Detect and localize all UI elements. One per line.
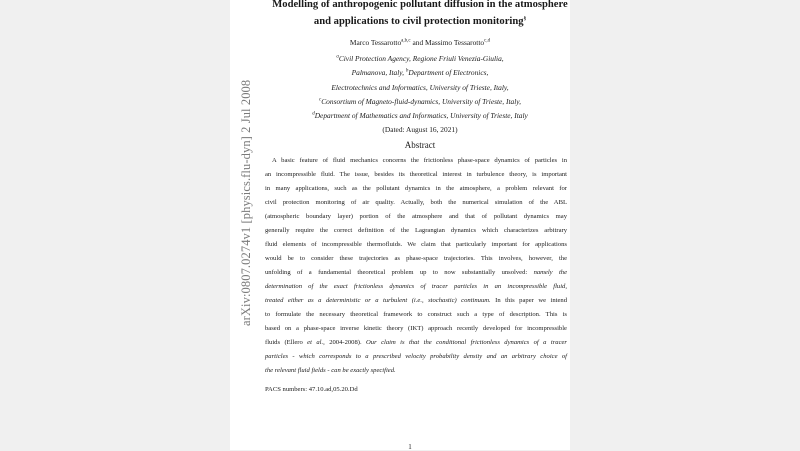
author-2-affil: c,d [484,38,491,44]
abstract-line-5: (atmospheric boundary layer) portion of the atmosphere and that of pollutant dynamics may [265,213,567,220]
abstract-line-14-a: fluids (Ellero [265,339,308,346]
affil-a-mark: a [336,54,339,60]
title-line-2-text: and applications to civil protection monitoring [313,16,524,27]
abstract-line-9 [265,269,567,276]
pacs-numbers: PACS numbers: 47.10.ad,05.20.Dd [265,386,358,393]
author-1-affil: a,b,c [401,38,411,44]
affil-c-mark: c [319,97,322,103]
abstract-line-7: fluid elements of incompressible thermofluids. We claim that particularly important for applications [265,241,567,248]
author-2: Massimo Tessarotto [425,38,485,47]
abstract-line-11-roman: In this paper we intend [490,297,567,304]
abstract-line-14-italic: Our claim is that the conditional frictionless dynamics of a tracer [366,339,567,346]
affiliation-line-5 [255,111,585,120]
abstract-line-8: would be to consider these trajectories as phase-space trajectories. This involves, however, the [265,255,567,262]
abstract-line-13: based on a phase-space inverse kinetic theory (IKT) approach recently developed for incompressible [265,325,567,332]
author-1: Marco Tessarotto [349,38,402,47]
abstract-line-9-italic: namely the [533,269,567,276]
abstract-line-15: particles - which corresponds to a prescribed velocity probability density and an arbitrary choice of [265,353,567,360]
abstract-line-16: the relevant fluid fields - can be exactly specified. [265,367,396,374]
affil-b-text: Department of Electronics, [408,68,489,77]
affiliation-line-3: Electrotechnics and Informatics, University of Trieste, Italy, [331,83,509,92]
affiliation-line-4 [255,97,585,106]
abstract-line-3: in many applications, such as the pollutant dynamics in the atmosphere, a problem relevant for [265,185,567,192]
abstract-line-14-c: , 2004-2008). [323,339,367,346]
arxiv-identifier: arXiv:0807.0274v1 [physics.flu-dyn] 2 Jul 2008 [239,79,253,326]
abstract-line-9-roman: unfolding of a fundamental theoretical problem up to now substantially unsolved: [265,269,534,276]
paper-title-line-1: Modelling of anthropogenic pollutant diffusion in the atmosphere [272,0,568,10]
abstract-line-12: to formulate the necessary theoretical framework to construct such a type of description. This is [265,311,567,318]
author-and: and [412,38,424,47]
affil-d-text: Department of Mathematics and Informatics, University of Trieste, Italy [314,111,528,120]
dated-line: (Dated: August 16, 2021) [382,125,458,134]
abstract-line-6: generally require the correct definition of the Lagrangian dynamics which characterizes arbitrary [265,227,567,234]
abstract-line-11 [265,297,567,304]
affiliation-line-2 [255,68,585,77]
affiliation-line-1 [255,54,585,63]
affil-c-text: Consortium of Magneto-fluid-dynamics, University of Trieste, Italy, [321,97,521,106]
abstract-line-14 [265,339,567,346]
abstract-line-4: civil protection monitoring of air quality. Actually, both the numerical simulation of the ABL [265,199,567,206]
title-footnote-mark: § [523,16,527,22]
abstract-line-14-etal: et al. [307,339,324,346]
affil-a-text-2: Palmanova, Italy, [351,68,404,77]
paper-title-line-2 [255,13,585,31]
abstract-line-2: an incompressible fluid. The issue, besides its theoretical interest in turbulence theory, is important [265,171,567,178]
affil-d-mark: d [312,111,315,117]
abstract-line-1: A basic feature of fluid mechanics concerns the frictionless phase-space dynamics of particles in [272,157,567,164]
author-line [255,38,585,47]
affil-b-mark: b [405,68,409,74]
page-number: 1 [408,443,412,451]
abstract-line-11-italic: treated either as a deterministic or a turbulent (i.e., stochastic) continuum. [265,297,491,304]
affil-a-text: Civil Protection Agency, Regione Friuli Venezia-Giulia, [338,54,504,63]
abstract-heading: Abstract [404,140,436,150]
abstract-line-10: determination of the exact frictionless dynamics of tracer particles in an incompressible fluid, [265,283,567,290]
